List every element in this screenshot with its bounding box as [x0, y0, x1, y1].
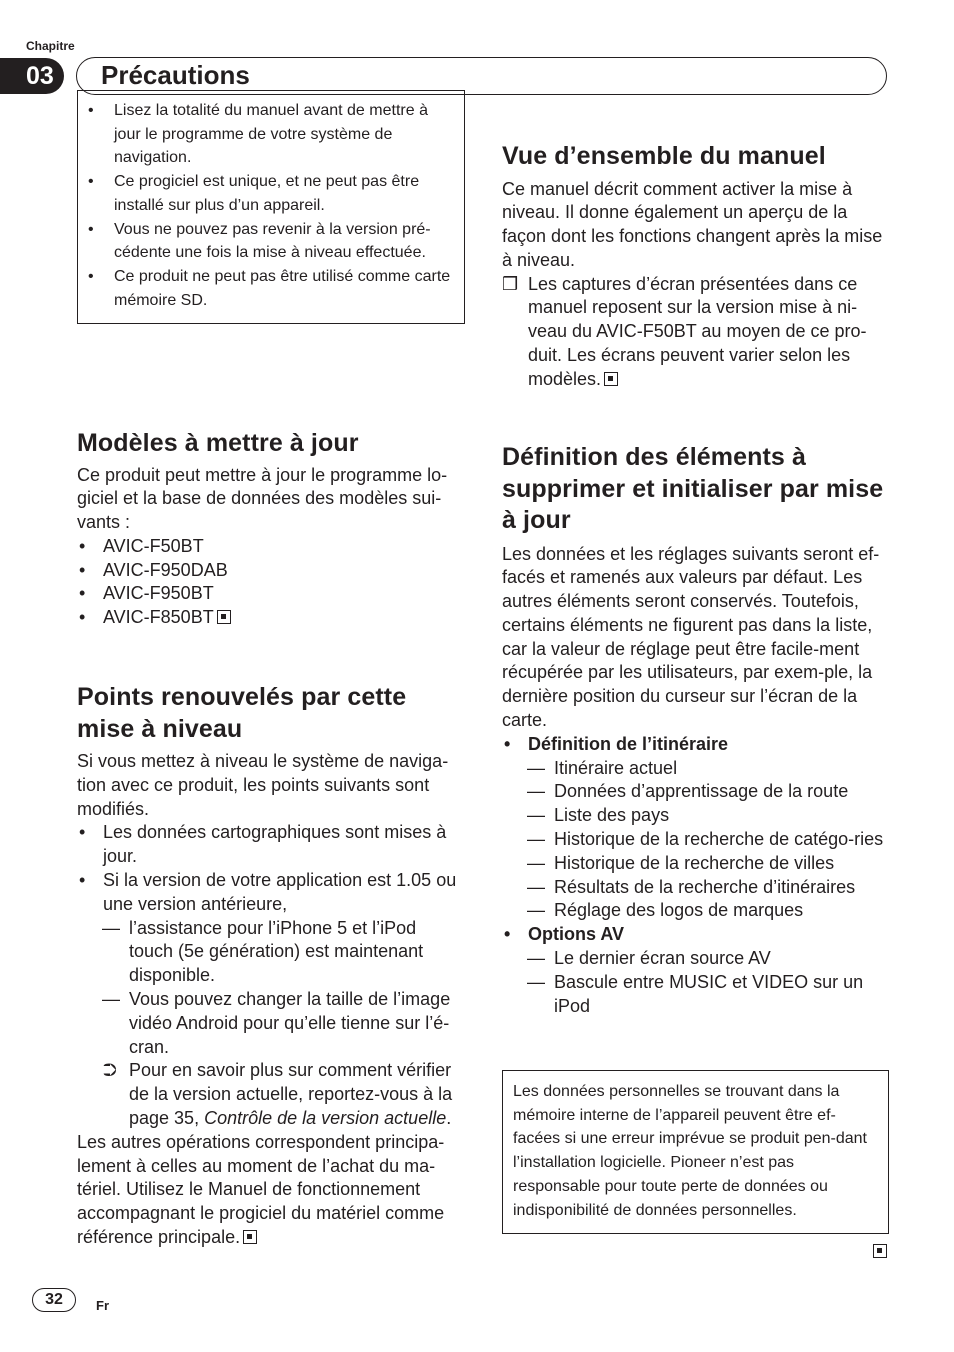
overview-heading: Vue d’ensemble du manuel	[502, 142, 826, 170]
chapter-label: Chapitre	[26, 39, 75, 53]
checkbox-icon: ❒	[502, 273, 519, 294]
model-item	[77, 606, 465, 630]
definition-heading: Définition des éléments à supprimer et initialiser par mise à jour	[502, 443, 884, 534]
models-list	[77, 535, 465, 630]
model-item: • AVIC-F950DAB	[77, 559, 465, 583]
precaution-item: • Ce progiciel est unique, et ne peut pas être installé sur plus d’un appareil.	[78, 170, 456, 217]
definition-item: — Bascule entre MUSIC et VIDEO sur un iPod	[502, 971, 890, 1019]
arrow-right-icon: ⮊	[103, 1060, 117, 1081]
end-mark-icon	[243, 1230, 257, 1244]
overview-intro: Ce manuel décrit comment activer la mise à niveau. Il donne également un aperçu de la façon dont les fonctions changent après la mise à niveau.	[502, 178, 883, 270]
overview-note	[502, 273, 890, 392]
points-heading: Points renouvelés par cette mise à niveau	[77, 683, 407, 743]
points-list	[77, 821, 465, 916]
points-sub-list	[77, 917, 465, 1060]
definition-group-title: • Options AV	[502, 923, 890, 947]
definition-item: — Réglage des logos de marques	[502, 899, 890, 923]
definition-item: — Historique de la recherche de catégo-ries	[502, 828, 890, 852]
model-item: • AVIC-F50BT	[77, 535, 465, 559]
definition-group-1-items	[502, 757, 890, 924]
overview-note-text: Les captures d’écran présentées dans ce manuel reposent sur la version mise à ni-veau du AVIC-F50BT au moyen de ce pro-duit. Les écrans peuvent varier selon les modèles.	[528, 273, 867, 389]
points-sub-item: — Vous pouvez changer la taille de l’image vidéo Android pour qu’elle tienne sur l’é-cran.	[77, 988, 465, 1059]
models-intro: Ce produit peut mettre à jour le programme lo-giciel et la base de données des modèles sui-vants :	[77, 464, 448, 533]
definition-item: — Itinéraire actuel	[502, 757, 890, 781]
page-number: 32	[32, 1288, 76, 1312]
definition-item: — Liste des pays	[502, 804, 890, 828]
model-item: • AVIC-F950BT	[77, 582, 465, 606]
definition-section	[502, 442, 890, 1018]
definition-group-2	[502, 923, 890, 947]
points-closing	[77, 1131, 465, 1250]
precaution-item: • Vous ne pouvez pas revenir à la version pré-cédente une fois la mise à niveau effectuée.	[78, 218, 456, 265]
end-mark-icon	[873, 1244, 887, 1258]
models-section	[77, 428, 465, 630]
definition-intro: Les données et les réglages suivants seront ef-facés et ramenés aux valeurs par défaut. Les autres éléments seront conservés. Toutefois, certains éléments ne figurent pas dans la liste, car la valeur de réglage peut être facile-ment récupérée par les utilisateurs, par exem-ple, la dernière position du curseur sur l’écran de la carte.	[502, 543, 880, 731]
precaution-item: • Ce produit ne peut pas être utilisé comme carte mémoire SD.	[78, 265, 456, 312]
points-section	[77, 682, 465, 1250]
models-heading: Modèles à mettre à jour	[77, 429, 359, 457]
points-intro: Si vous mettez à niveau le système de naviga-tion avec ce produit, les points suivants sont modifiés.	[77, 751, 449, 819]
reference-end: .	[446, 1107, 452, 1128]
end-mark-icon	[604, 372, 618, 386]
definition-item: — Données d’apprentissage de la route	[502, 780, 890, 804]
reference-text: Pour en savoir plus sur comment vérifier de la version actuelle, reportez-vous à la page 35,	[129, 1060, 453, 1128]
definition-group-1	[502, 733, 890, 757]
precaution-item: • Lisez la totalité du manuel avant de mettre à jour le programme de votre système de navigation.	[78, 99, 456, 170]
points-bullet: • Si la version de votre application est 1.05 ou une version antérieure,	[77, 869, 465, 917]
definition-group-2-items	[502, 947, 890, 1018]
chapter-number-badge: 03	[0, 58, 64, 94]
points-bullet: • Les données cartographiques sont mises à jour.	[77, 821, 465, 869]
reference-link[interactable]: Contrôle de la version actuelle	[204, 1107, 447, 1128]
points-closing-text: Les autres opérations correspondent principa-lement à celles au moment de l’achat du ma-tériel. Utilisez le Manuel de fonctionnement accompagnant le progiciel du matériel comme référence principale.	[77, 1131, 445, 1247]
points-sub-item: — l’assistance pour l’iPhone 5 et l’iPod touch (5e génération) est maintenant disponible.	[77, 917, 465, 988]
model-item-label: AVIC-F850BT	[103, 607, 214, 628]
overview-section	[502, 141, 890, 392]
definition-item: — Le dernier écran source AV	[502, 947, 890, 971]
chapter-title: Précautions	[101, 60, 250, 90]
personal-data-note-box	[502, 1070, 889, 1234]
precautions-note-box	[77, 90, 465, 324]
precautions-list	[78, 99, 456, 312]
language-code: Fr	[96, 1298, 109, 1313]
definition-group-title: • Définition de l’itinéraire	[502, 733, 890, 757]
definition-item: — Historique de la recherche de villes	[502, 852, 890, 876]
personal-data-note-text: Les données personnelles se trouvant dans la mémoire interne de l’appareil peuvent être ef-facées si une erreur imprévue se produit pen-dant l’installation logicielle. Pioneer n’est pas responsable pour toute perte de données ou indisponibilité de données personnelles.	[513, 1083, 867, 1219]
reference-item	[77, 1059, 465, 1130]
end-mark-icon	[217, 610, 231, 624]
definition-item: — Résultats de la recherche d’itinéraires	[502, 876, 890, 900]
